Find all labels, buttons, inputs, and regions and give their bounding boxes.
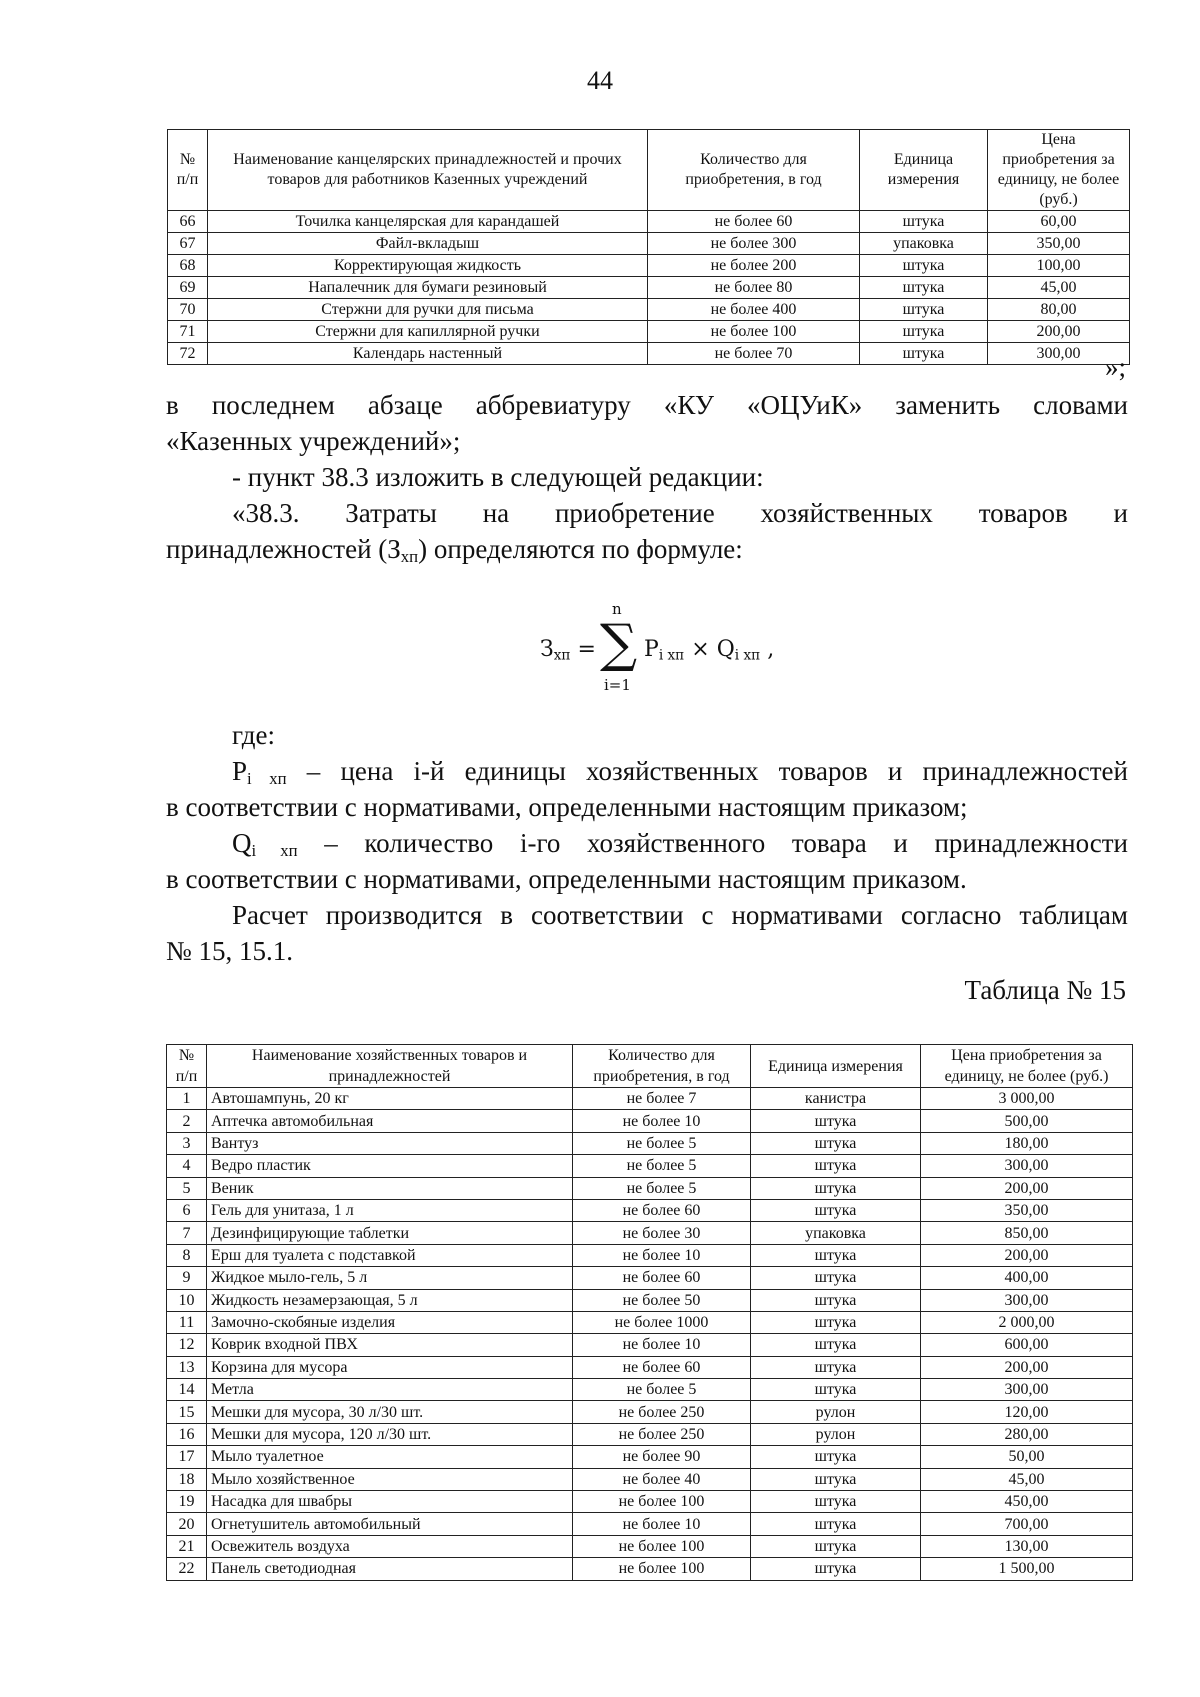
cell-quantity: не более 10 — [573, 1334, 751, 1356]
paragraph-line: «38.3. Затраты на приобретение хозяйственных товаров и — [232, 498, 1128, 528]
cell-unit: штука — [751, 1491, 921, 1513]
cell-quantity: не более 90 — [573, 1446, 751, 1468]
cell-number: 12 — [167, 1334, 207, 1356]
cell-name: Мешки для мусора, 120 л/30 шт. — [207, 1423, 573, 1445]
cell-number: 7 — [167, 1222, 207, 1244]
cell-quantity: не более 60 — [573, 1267, 751, 1289]
cell-quantity: не более 5 — [573, 1155, 751, 1177]
cell-unit: штука — [860, 255, 988, 277]
cell-price: 300,00 — [988, 343, 1130, 365]
paragraph-line: «Казенных учреждений»; — [166, 426, 461, 456]
cell-unit: штука — [751, 1289, 921, 1311]
formula-equals: = — [570, 637, 596, 662]
table-row — [168, 255, 1130, 277]
table-row — [168, 233, 1130, 255]
cell-unit: штука — [751, 1155, 921, 1177]
sum-lower-limit: i=1 — [604, 676, 631, 694]
table-row — [167, 1491, 1133, 1513]
cell-quantity: не более 100 — [573, 1535, 751, 1557]
cell-unit: упаковка — [860, 233, 988, 255]
cell-unit: штука — [860, 277, 988, 299]
cell-name: Автошампунь, 20 кг — [207, 1088, 573, 1110]
cell-unit: штука — [751, 1110, 921, 1132]
text-fragment: ) определяются по формуле: — [418, 534, 743, 564]
cell-quantity: не более 5 — [573, 1379, 751, 1401]
table-row — [167, 1289, 1133, 1311]
cell-unit: штука — [751, 1379, 921, 1401]
table-row — [167, 1446, 1133, 1468]
cell-price: 200,00 — [921, 1356, 1133, 1378]
cell-price: 300,00 — [921, 1289, 1133, 1311]
table-row — [167, 1222, 1133, 1244]
cell-name: Жидкое мыло-гель, 5 л — [207, 1267, 573, 1289]
cell-unit: штука — [860, 321, 988, 343]
cell-unit: штука — [751, 1334, 921, 1356]
cell-quantity: не более 250 — [573, 1423, 751, 1445]
cell-unit: рулон — [751, 1401, 921, 1423]
formula-subscript: i хп — [658, 647, 685, 664]
table-row — [167, 1334, 1133, 1356]
sum-upper-limit: n — [612, 600, 622, 618]
sum-symbol: ∑ — [600, 614, 638, 674]
cell-unit: упаковка — [751, 1222, 921, 1244]
subscript: i хп — [251, 841, 298, 861]
table-row — [167, 1177, 1133, 1199]
cell-name: Освежитель воздуха — [207, 1535, 573, 1557]
cell-name: Мешки для мусора, 30 л/30 шт. — [207, 1401, 573, 1423]
cell-quantity: не более 80 — [648, 277, 860, 299]
cell-unit: штука — [751, 1177, 921, 1199]
col-header-name: Наименование канцелярских принадлежностей и прочих товаров для работников Казенных учреждений — [208, 130, 648, 211]
cell-quantity: не более 1000 — [573, 1311, 751, 1333]
cell-number: 13 — [167, 1356, 207, 1378]
table-row — [167, 1110, 1133, 1132]
table-row — [167, 1423, 1133, 1445]
cell-name: Календарь настенный — [208, 343, 648, 365]
paragraph-line: в последнем абзаце аббревиатуру «КУ «ОЦУиК» заменить словами — [166, 390, 1128, 420]
formula-rhs — [644, 637, 774, 663]
cell-price: 80,00 — [988, 299, 1130, 321]
subscript: i хп — [247, 769, 287, 789]
cell-unit: канистра — [751, 1088, 921, 1110]
paragraph-line: - пункт 38.3 изложить в следующей редакции: — [232, 462, 764, 492]
table-caption: Таблица № 15 — [964, 975, 1126, 1005]
cell-number: 16 — [167, 1423, 207, 1445]
table-body — [167, 1088, 1133, 1581]
cell-price: 300,00 — [921, 1155, 1133, 1177]
cell-quantity: не более 40 — [573, 1468, 751, 1490]
cell-name: Коврик входной ПВХ — [207, 1334, 573, 1356]
table-row — [167, 1401, 1133, 1423]
col-header-number: № п/п — [167, 1045, 207, 1088]
table-row — [168, 343, 1130, 365]
cell-number: 5 — [167, 1177, 207, 1199]
cell-price: 350,00 — [921, 1199, 1133, 1221]
cell-quantity: не более 60 — [648, 211, 860, 233]
formula-symbol: P — [232, 756, 248, 786]
cell-unit: штука — [860, 211, 988, 233]
cell-quantity: не более 300 — [648, 233, 860, 255]
stationery-table — [167, 129, 1130, 365]
definition-line: в соответствии с нормативами, определенными настоящим приказом; — [166, 792, 968, 822]
cell-name: Напалечник для бумаги резиновый — [208, 277, 648, 299]
cell-unit: штука — [751, 1446, 921, 1468]
cell-number: 1 — [167, 1088, 207, 1110]
where-label: где: — [232, 720, 275, 750]
cell-quantity: не более 5 — [573, 1177, 751, 1199]
formula-subscript: хп — [553, 647, 571, 664]
closing-quote: »; — [1104, 352, 1126, 382]
formula-subscript: i хп — [734, 647, 761, 664]
col-header-price: Цена приобретения за единицу, не более (руб.) — [988, 130, 1130, 211]
cell-name: Панель светодиодная — [207, 1558, 573, 1580]
cell-quantity: не более 400 — [648, 299, 860, 321]
cell-number: 2 — [167, 1110, 207, 1132]
table-row — [168, 299, 1130, 321]
cell-number: 15 — [167, 1401, 207, 1423]
text-fragment: принадлежностей (З — [166, 534, 401, 564]
cell-number: 66 — [168, 211, 208, 233]
cell-quantity: не более 5 — [573, 1132, 751, 1154]
cell-price: 100,00 — [988, 255, 1130, 277]
table-row — [168, 321, 1130, 343]
cell-name: Ерш для туалета с подставкой — [207, 1244, 573, 1266]
cell-unit: штука — [751, 1513, 921, 1535]
page-number: 44 — [587, 66, 613, 95]
cell-number: 3 — [167, 1132, 207, 1154]
cell-quantity: не более 30 — [573, 1222, 751, 1244]
cell-number: 21 — [167, 1535, 207, 1557]
cell-number: 11 — [167, 1311, 207, 1333]
cell-quantity: не более 100 — [573, 1558, 751, 1580]
cell-name: Ведро пластик — [207, 1155, 573, 1177]
formula-symbol: P — [644, 637, 659, 662]
cell-quantity: не более 10 — [573, 1110, 751, 1132]
text-fragment: – количество i-го хозяйственного товара и принадлежности — [297, 828, 1128, 858]
cell-price: 45,00 — [921, 1468, 1133, 1490]
table-row — [167, 1199, 1133, 1221]
table-row — [168, 277, 1130, 299]
formula-symbol: Q — [716, 637, 735, 662]
cell-number: 14 — [167, 1379, 207, 1401]
cell-name: Вантуз — [207, 1132, 573, 1154]
cell-unit: штука — [751, 1199, 921, 1221]
cell-name: Корректирующая жидкость — [208, 255, 648, 277]
col-header-number: № п/п — [168, 130, 208, 211]
subscript: хп — [400, 547, 419, 567]
cell-price: 130,00 — [921, 1535, 1133, 1557]
cell-name: Файл-вкладыш — [208, 233, 648, 255]
cell-unit: штука — [751, 1267, 921, 1289]
cell-number: 8 — [167, 1244, 207, 1266]
table-row — [167, 1535, 1133, 1557]
cell-number: 10 — [167, 1289, 207, 1311]
cell-price: 350,00 — [988, 233, 1130, 255]
table-row — [167, 1468, 1133, 1490]
table-row — [167, 1132, 1133, 1154]
cell-price: 700,00 — [921, 1513, 1133, 1535]
cell-unit: штука — [860, 299, 988, 321]
cell-quantity: не более 250 — [573, 1401, 751, 1423]
cell-name: Насадка для швабры — [207, 1491, 573, 1513]
cell-number: 17 — [167, 1446, 207, 1468]
cell-name: Точилка канцелярская для карандашей — [208, 211, 648, 233]
cell-unit: штука — [751, 1244, 921, 1266]
cell-number: 6 — [167, 1199, 207, 1221]
col-header-price: Цена приобретения за единицу, не более (руб.) — [921, 1045, 1133, 1088]
cell-name: Огнетушитель автомобильный — [207, 1513, 573, 1535]
paragraph-line: Расчет производится в соответствии с нормативами согласно таблицам — [232, 900, 1128, 930]
cell-name: Жидкость незамерзающая, 5 л — [207, 1289, 573, 1311]
formula-tail: , — [760, 637, 775, 662]
cell-price: 400,00 — [921, 1267, 1133, 1289]
cell-unit: штука — [751, 1535, 921, 1557]
cell-name: Мыло хозяйственное — [207, 1468, 573, 1490]
text-fragment: – цена i-й единицы хозяйственных товаров и принадлежностей — [286, 756, 1128, 786]
cell-name: Замочно-скобяные изделия — [207, 1311, 573, 1333]
cell-number: 72 — [168, 343, 208, 365]
cell-number: 68 — [168, 255, 208, 277]
cell-quantity: не более 7 — [573, 1088, 751, 1110]
cell-quantity: не более 70 — [648, 343, 860, 365]
cell-unit: штука — [751, 1468, 921, 1490]
cell-unit: рулон — [751, 1423, 921, 1445]
cell-price: 2 000,00 — [921, 1311, 1133, 1333]
paragraph-line: № 15, 15.1. — [166, 936, 294, 966]
table-row — [167, 1356, 1133, 1378]
cell-price: 300,00 — [921, 1379, 1133, 1401]
formula-symbol: Q — [232, 828, 252, 858]
cell-number: 69 — [168, 277, 208, 299]
cell-price: 450,00 — [921, 1491, 1133, 1513]
cell-number: 4 — [167, 1155, 207, 1177]
cell-quantity: не более 60 — [573, 1199, 751, 1221]
table-header-row — [168, 130, 1130, 211]
cell-unit: штука — [751, 1311, 921, 1333]
table-row — [167, 1379, 1133, 1401]
cell-number: 70 — [168, 299, 208, 321]
formula — [540, 600, 780, 700]
household-goods-table — [166, 1044, 1133, 1581]
cell-price: 60,00 — [988, 211, 1130, 233]
cell-number: 19 — [167, 1491, 207, 1513]
cell-quantity: не более 100 — [573, 1491, 751, 1513]
cell-price: 200,00 — [988, 321, 1130, 343]
cell-unit: штука — [860, 343, 988, 365]
cell-price: 180,00 — [921, 1132, 1133, 1154]
col-header-name: Наименование хозяйственных товаров и принадлежностей — [207, 1045, 573, 1088]
cell-quantity: не более 200 — [648, 255, 860, 277]
col-header-unit: Единица измерения — [751, 1045, 921, 1088]
cell-price: 50,00 — [921, 1446, 1133, 1468]
cell-name: Стержни для капиллярной ручки — [208, 321, 648, 343]
cell-name: Дезинфицирующие таблетки — [207, 1222, 573, 1244]
cell-name: Мыло туалетное — [207, 1446, 573, 1468]
table-row — [167, 1558, 1133, 1580]
table-row — [167, 1513, 1133, 1535]
cell-number: 9 — [167, 1267, 207, 1289]
cell-number: 18 — [167, 1468, 207, 1490]
cell-quantity: не более 100 — [648, 321, 860, 343]
cell-quantity: не более 50 — [573, 1289, 751, 1311]
cell-price: 3 000,00 — [921, 1088, 1133, 1110]
cell-name: Аптечка автомобильная — [207, 1110, 573, 1132]
table-header-row — [167, 1045, 1133, 1088]
cell-number: 20 — [167, 1513, 207, 1535]
table-row — [167, 1311, 1133, 1333]
cell-name: Метла — [207, 1379, 573, 1401]
formula-times: × — [684, 637, 717, 662]
cell-name: Стержни для ручки для письма — [208, 299, 648, 321]
cell-number: 71 — [168, 321, 208, 343]
cell-price: 500,00 — [921, 1110, 1133, 1132]
cell-unit: штука — [751, 1558, 921, 1580]
cell-price: 45,00 — [988, 277, 1130, 299]
cell-name: Корзина для мусора — [207, 1356, 573, 1378]
cell-name: Веник — [207, 1177, 573, 1199]
cell-price: 120,00 — [921, 1401, 1133, 1423]
formula-symbol: З — [540, 637, 554, 662]
cell-quantity: не более 10 — [573, 1244, 751, 1266]
cell-number: 67 — [168, 233, 208, 255]
cell-price: 200,00 — [921, 1177, 1133, 1199]
cell-unit: штука — [751, 1356, 921, 1378]
cell-quantity: не более 10 — [573, 1513, 751, 1535]
formula-lhs — [540, 637, 596, 663]
table-row — [168, 211, 1130, 233]
col-header-quantity: Количество для приобретения, в год — [573, 1045, 751, 1088]
cell-price: 850,00 — [921, 1222, 1133, 1244]
definition-symbol — [232, 828, 298, 861]
cell-unit: штука — [751, 1132, 921, 1154]
cell-price: 1 500,00 — [921, 1558, 1133, 1580]
table-body — [168, 211, 1130, 365]
table-row — [167, 1244, 1133, 1266]
table-row — [167, 1088, 1133, 1110]
cell-price: 200,00 — [921, 1244, 1133, 1266]
table-row — [167, 1267, 1133, 1289]
col-header-quantity: Количество для приобретения, в год — [648, 130, 860, 211]
col-header-unit: Единица измерения — [860, 130, 988, 211]
cell-quantity: не более 60 — [573, 1356, 751, 1378]
definition-line: в соответствии с нормативами, определенными настоящим приказом. — [166, 864, 967, 894]
cell-number: 22 — [167, 1558, 207, 1580]
cell-price: 280,00 — [921, 1423, 1133, 1445]
cell-name: Гель для унитаза, 1 л — [207, 1199, 573, 1221]
cell-price: 600,00 — [921, 1334, 1133, 1356]
table-row — [167, 1155, 1133, 1177]
paragraph-line — [166, 532, 743, 574]
definition-symbol — [232, 756, 287, 789]
